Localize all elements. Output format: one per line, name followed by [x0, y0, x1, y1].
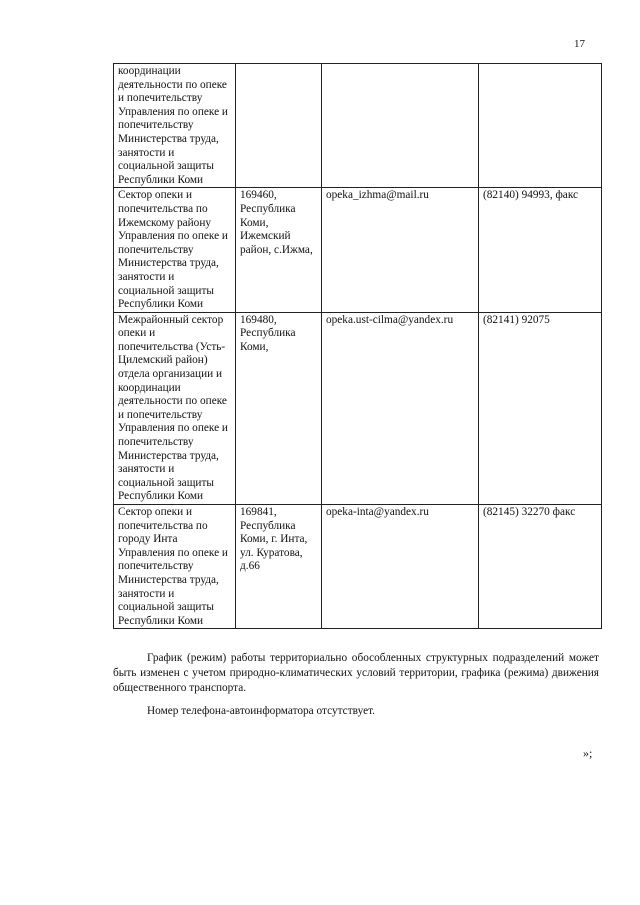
- phone-cell: (82141) 92075: [479, 312, 602, 504]
- org-name-cell: Сектор опеки и попечительства по Ижемскому району Управления по опеке и попечительству Министерства труда, занятости и социальной защиты Республики Коми: [114, 188, 236, 312]
- phone-cell: (82145) 32270 факс: [479, 505, 602, 629]
- table-row: [114, 505, 602, 629]
- table-row: [114, 188, 602, 312]
- address-cell: 169480, Республика Коми,: [236, 312, 322, 504]
- closing-quote-mark: »;: [583, 746, 593, 760]
- table-row: [114, 64, 602, 188]
- org-name-cell: Сектор опеки и попечительства по городу Инта Управления по опеке и попечительству Министерства труда, занятости и социальной защиты Республики Коми: [114, 505, 236, 629]
- page-number: 17: [574, 38, 585, 50]
- email-cell: [322, 64, 479, 188]
- org-name-cell: Межрайонный сектор опеки и попечительства (Усть-Цилемский район) отдела организации и координации деятельности по опеке и попечительству Управления по опеке и попечительству Министерства труда, занятости и социальной защиты Республики Коми: [114, 312, 236, 504]
- email-cell: opeka.ust-cilma@yandex.ru: [322, 312, 479, 504]
- email-cell: opeka-inta@yandex.ru: [322, 505, 479, 629]
- address-cell: [236, 64, 322, 188]
- schedule-note: График (режим) работы территориально обособленных структурных подразделений может быть изменен с учетом природно-климатических условий территории, графика (режима) движения общественного транспорта.: [113, 652, 599, 695]
- org-name-cell: координации деятельности по опеке и попечительству Управления по опеке и попечительству Министерства труда, занятости и социальной защиты Республики Коми: [114, 64, 236, 188]
- address-cell: 169460, Республика Коми, Ижемский район, с.Ижма,: [236, 188, 322, 312]
- phone-cell: (82140) 94993, факс: [479, 188, 602, 312]
- table-row: [114, 312, 602, 504]
- address-cell: 169841, Республика Коми, г. Инта, ул. Куратова, д.66: [236, 505, 322, 629]
- contacts-table: [113, 63, 602, 629]
- email-cell: opeka_izhma@mail.ru: [322, 188, 479, 312]
- phone-cell: [479, 64, 602, 188]
- autoinformer-note: Номер телефона-автоинформатора отсутствует.: [147, 705, 375, 718]
